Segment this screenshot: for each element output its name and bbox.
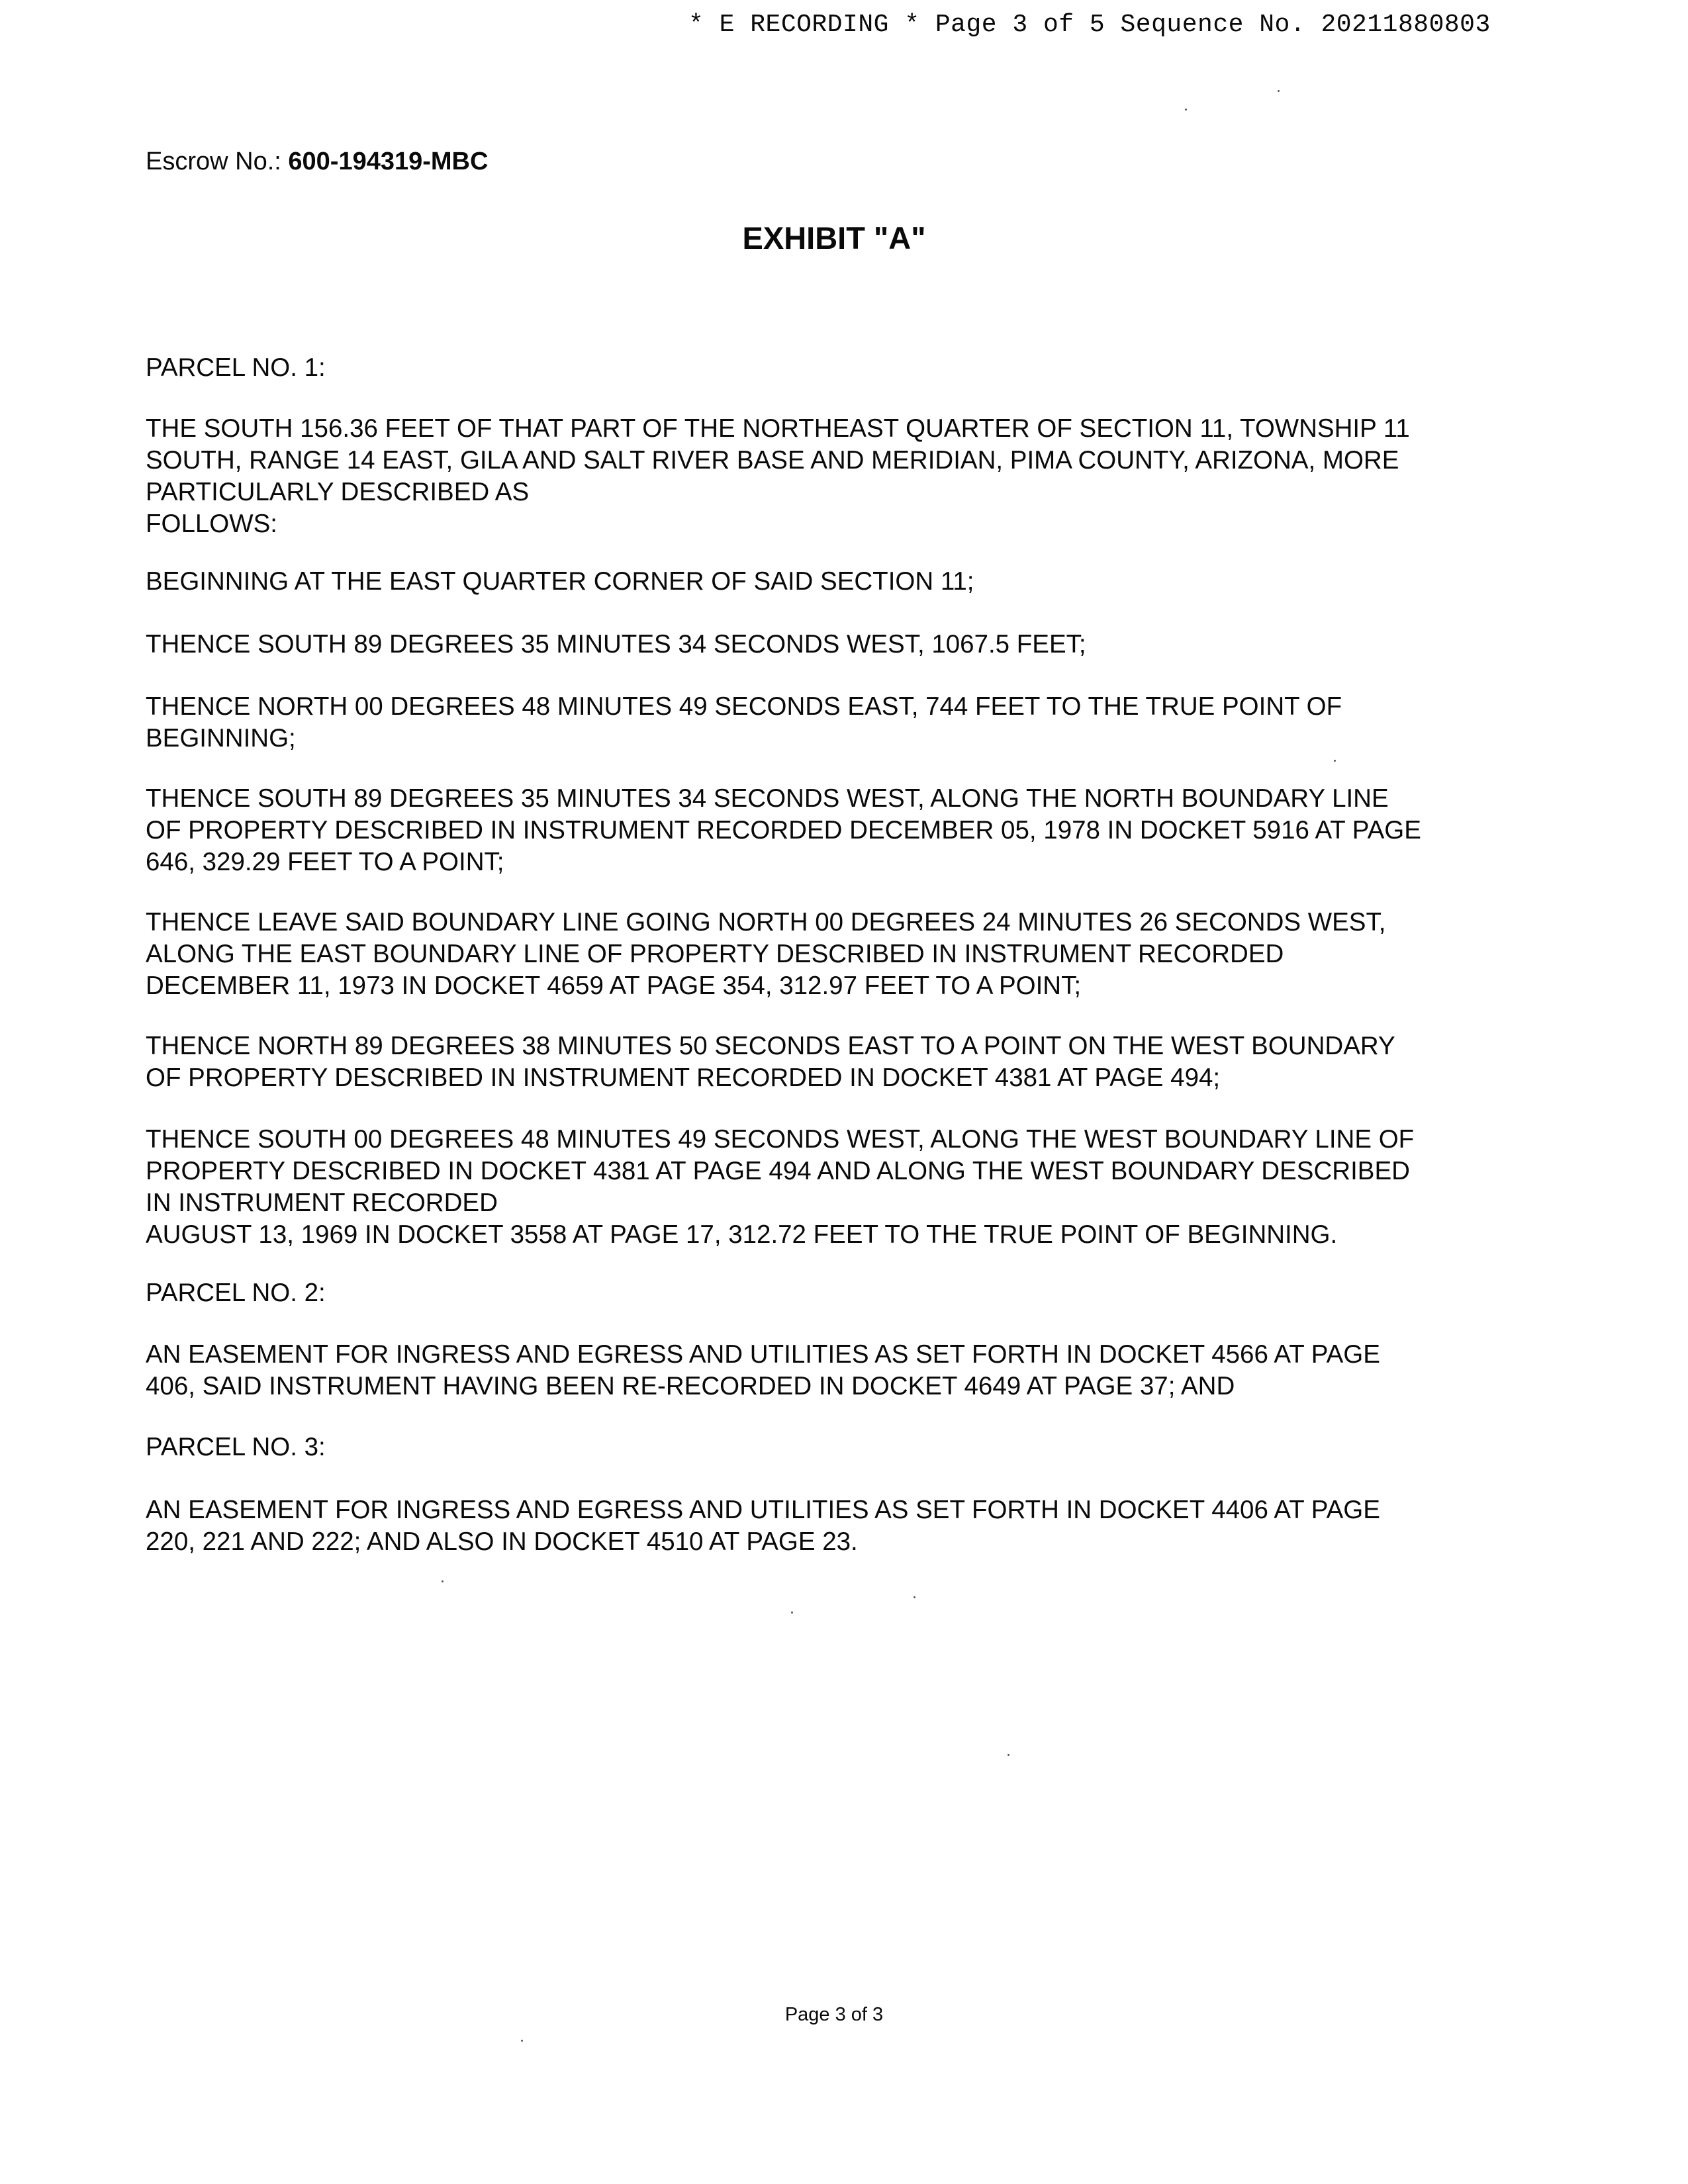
parcel-2-description — [146, 1339, 1536, 1402]
page-footer: Page 3 of 3 — [784, 2004, 884, 2025]
course-1: THENCE SOUTH 89 DEGREES 35 MINUTES 34 SECONDS WEST, 1067.5 FEET; — [146, 630, 1086, 659]
course-3 — [146, 783, 1536, 878]
parcel-1-description-line: SOUTH, RANGE 14 EAST, GILA AND SALT RIVER BASE AND MERIDIAN, PIMA COUNTY, ARIZONA, MORE — [146, 446, 1399, 475]
course-3-line: OF PROPERTY DESCRIBED IN INSTRUMENT RECORDED DECEMBER 05, 1978 IN DOCKET 5916 AT PAGE — [146, 816, 1421, 844]
course-5 — [146, 1030, 1536, 1094]
course-3-line: 646, 329.29 FEET TO A POINT; — [146, 848, 504, 876]
exhibit-title: EXHIBIT "A" — [742, 220, 926, 255]
course-4-line: THENCE LEAVE SAID BOUNDARY LINE GOING NORTH 00 DEGREES 24 MINUTES 26 SECONDS WEST, — [146, 908, 1386, 936]
scan-speck — [791, 1612, 793, 1614]
parcel-3-description — [146, 1494, 1536, 1558]
parcel-1-description — [146, 413, 1536, 540]
course-4 — [146, 907, 1536, 1002]
course-4-line: DECEMBER 11, 1973 IN DOCKET 4659 AT PAGE 354, 312.97 FEET TO A POINT; — [146, 972, 1082, 1000]
course-6-line: AUGUST 13, 1969 IN DOCKET 3558 AT PAGE 17, 312.72 FEET TO THE TRUE POINT OF BEGINNING. — [146, 1220, 1338, 1249]
parcel-3-description-line: AN EASEMENT FOR INGRESS AND EGRESS AND UTILITIES AS SET FORTH IN DOCKET 4406 AT PAGE — [146, 1496, 1380, 1524]
course-6-line: PROPERTY DESCRIBED IN DOCKET 4381 AT PAGE 494 AND ALONG THE WEST BOUNDARY DESCRIBED — [146, 1157, 1410, 1185]
course-6-line: THENCE SOUTH 00 DEGREES 48 MINUTES 49 SECONDS WEST, ALONG THE WEST BOUNDARY LINE OF — [146, 1125, 1415, 1154]
parcel-2-heading: PARCEL NO. 2: — [146, 1279, 326, 1307]
scan-speck — [914, 1596, 915, 1598]
escrow-label: Escrow No.: — [146, 148, 289, 175]
parcel-1-description-line: THE SOUTH 156.36 FEET OF THAT PART OF THE NORTHEAST QUARTER OF SECTION 11, TOWNSHIP 11 — [146, 414, 1410, 443]
course-2-line: BEGINNING; — [146, 724, 296, 752]
scan-speck — [521, 2040, 523, 2042]
course-4-line: ALONG THE EAST BOUNDARY LINE OF PROPERTY DESCRIBED IN INSTRUMENT RECORDED — [146, 940, 1284, 968]
parcel-2-description-line: 406, SAID INSTRUMENT HAVING BEEN RE-RECORDED IN DOCKET 4649 AT PAGE 37; AND — [146, 1372, 1235, 1400]
parcel-3-description-line: 220, 221 AND 222; AND ALSO IN DOCKET 4510 AT PAGE 23. — [146, 1527, 858, 1556]
course-6-line: IN INSTRUMENT RECORDED — [146, 1189, 498, 1217]
escrow-number-line — [146, 147, 488, 176]
scan-speck — [1278, 90, 1280, 92]
course-6 — [146, 1124, 1536, 1251]
course-5-line: THENCE NORTH 89 DEGREES 38 MINUTES 50 SECONDS EAST TO A POINT ON THE WEST BOUNDARY — [146, 1032, 1395, 1060]
parcel-1-description-line: FOLLOWS: — [146, 510, 277, 538]
scan-speck — [442, 1580, 444, 1582]
recording-stamp: * E RECORDING * Page 3 of 5 Sequence No. 20211880803 — [688, 11, 1491, 39]
course-5-line: OF PROPERTY DESCRIBED IN INSTRUMENT RECORDED IN DOCKET 4381 AT PAGE 494; — [146, 1064, 1221, 1092]
parcel-1-heading: PARCEL NO. 1: — [146, 353, 326, 382]
scan-speck — [1334, 760, 1336, 762]
course-2 — [146, 691, 1536, 754]
scan-speck — [1185, 109, 1187, 111]
parcel-1-description-line: PARTICULARLY DESCRIBED AS — [146, 478, 530, 506]
course-3-line: THENCE SOUTH 89 DEGREES 35 MINUTES 34 SECONDS WEST, ALONG THE NORTH BOUNDARY LINE — [146, 784, 1389, 813]
point-of-beginning: BEGINNING AT THE EAST QUARTER CORNER OF SAID SECTION 11; — [146, 567, 974, 596]
escrow-number: 600-194319-MBC — [288, 148, 489, 175]
parcel-2-description-line: AN EASEMENT FOR INGRESS AND EGRESS AND UTILITIES AS SET FORTH IN DOCKET 4566 AT PAGE — [146, 1340, 1380, 1369]
course-2-line: THENCE NORTH 00 DEGREES 48 MINUTES 49 SECONDS EAST, 744 FEET TO THE TRUE POINT OF — [146, 692, 1342, 721]
parcel-3-heading: PARCEL NO. 3: — [146, 1433, 326, 1461]
scan-speck — [1008, 1754, 1009, 1756]
